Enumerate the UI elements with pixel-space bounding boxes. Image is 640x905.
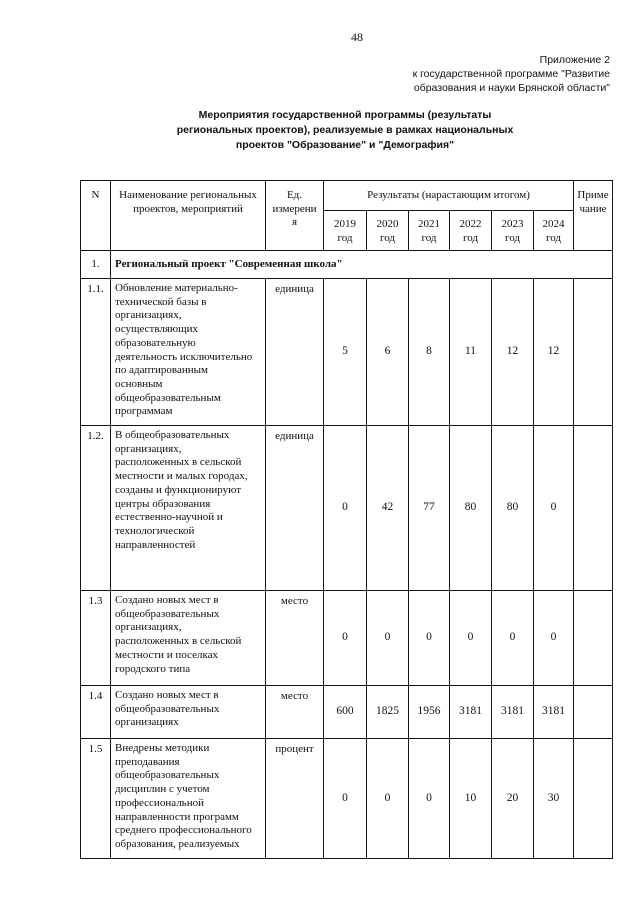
row-value-2024: 0 xyxy=(534,426,574,591)
table-row xyxy=(81,739,613,859)
document-title xyxy=(150,108,540,153)
row-name: Внедрены методики преподавания общеобразовательных дисциплин с учетом профессиональной направленности программ среднего профессионального образования, реализуемых xyxy=(111,739,266,859)
header-year xyxy=(534,211,574,251)
row-value-2023: 80 xyxy=(492,426,534,591)
row-number: 1.2. xyxy=(81,426,111,591)
appendix-line: Приложение 2 xyxy=(539,54,610,66)
year-suffix: год xyxy=(337,231,353,244)
year-suffix: год xyxy=(545,231,562,244)
row-value-2024: 12 xyxy=(534,279,574,426)
title-line: проектов "Образование" и "Демография" xyxy=(235,139,455,151)
row-value-2024: 30 xyxy=(534,739,574,859)
row-name: Создано новых мест в общеобразовательных организациях xyxy=(111,686,266,739)
row-note xyxy=(574,591,613,686)
row-value-2020: 0 xyxy=(367,739,409,859)
row-value-2022: 80 xyxy=(450,426,492,591)
row-unit: единица xyxy=(266,279,324,426)
row-number: 1.4 xyxy=(81,686,111,739)
year-suffix: год xyxy=(504,231,521,244)
row-unit: единица xyxy=(266,426,324,591)
table-row xyxy=(81,279,613,426)
year-value: 2022 xyxy=(459,217,482,230)
row-note xyxy=(574,686,613,739)
table-row xyxy=(81,686,613,739)
header-year xyxy=(324,211,367,251)
row-unit: место xyxy=(266,686,324,739)
row-value-2019: 0 xyxy=(324,426,367,591)
row-note xyxy=(574,279,613,426)
row-name: Создано новых мест в общеобразовательных организациях, расположенных в сельской местности и поселках городского типа xyxy=(111,591,266,686)
title-line: Мероприятия государственной программы (результаты xyxy=(198,109,492,121)
row-value-2022: 0 xyxy=(450,591,492,686)
row-name: В общеобразовательных организациях, расположенных в сельской местности и малых городах, созданы и функционируют центры образования естественно-научной и технологической направленностей xyxy=(111,426,266,591)
year-value: 2020 xyxy=(376,217,399,230)
section-title: Региональный проект "Современная школа" xyxy=(111,251,613,279)
section-number: 1. xyxy=(81,251,111,279)
row-value-2021: 0 xyxy=(409,739,450,859)
row-value-2022: 10 xyxy=(450,739,492,859)
row-number: 1.5 xyxy=(81,739,111,859)
table-header-row xyxy=(81,181,613,211)
header-note: Приме чание xyxy=(574,181,613,251)
row-value-2022: 11 xyxy=(450,279,492,426)
header-results: Результаты (нарастающим итогом) xyxy=(324,181,574,211)
year-value: 2023 xyxy=(501,217,524,230)
section-row xyxy=(81,251,613,279)
row-value-2024: 3181 xyxy=(534,686,574,739)
row-value-2019: 0 xyxy=(324,591,367,686)
row-value-2023: 12 xyxy=(492,279,534,426)
header-year xyxy=(367,211,409,251)
year-value: 2021 xyxy=(418,217,440,230)
row-value-2023: 0 xyxy=(492,591,534,686)
year-suffix: год xyxy=(462,231,479,244)
appendix-header xyxy=(413,53,610,95)
measures-table xyxy=(80,180,613,859)
row-value-2021: 0 xyxy=(409,591,450,686)
row-number: 1.3 xyxy=(81,591,111,686)
row-note xyxy=(574,739,613,859)
row-value-2020: 6 xyxy=(367,279,409,426)
row-value-2021: 1956 xyxy=(409,686,450,739)
row-unit: процент xyxy=(266,739,324,859)
row-value-2019: 5 xyxy=(324,279,367,426)
row-value-2023: 20 xyxy=(492,739,534,859)
table-row xyxy=(81,426,613,591)
header-number: N xyxy=(81,181,111,251)
row-name: Обновление материально- технической базы в организациях, осуществляющих образовательную деятельность исключительно по адаптированным основным общеобразовательным программам xyxy=(111,279,266,426)
appendix-line: к государственной программе "Развитие xyxy=(412,68,610,80)
appendix-line: образования и науки Брянской области" xyxy=(413,82,610,94)
row-value-2022: 3181 xyxy=(450,686,492,739)
row-value-2019: 600 xyxy=(324,686,367,739)
header-year xyxy=(492,211,534,251)
header-name: Наименование региональных проектов, мероприятий xyxy=(111,181,266,251)
table-row xyxy=(81,591,613,686)
row-value-2021: 77 xyxy=(409,426,450,591)
row-note xyxy=(574,426,613,591)
row-value-2023: 3181 xyxy=(492,686,534,739)
year-value: 2024 xyxy=(542,217,565,230)
row-value-2024: 0 xyxy=(534,591,574,686)
header-year xyxy=(450,211,492,251)
title-line: региональных проектов), реализуемые в рамках национальных xyxy=(176,124,514,136)
year-suffix: год xyxy=(421,231,437,244)
row-unit: место xyxy=(266,591,324,686)
row-value-2020: 0 xyxy=(367,591,409,686)
row-number: 1.1. xyxy=(81,279,111,426)
row-value-2019: 0 xyxy=(324,739,367,859)
row-value-2020: 1825 xyxy=(367,686,409,739)
header-unit: Ед. измерени я xyxy=(266,181,324,251)
year-value: 2019 xyxy=(334,217,356,230)
row-value-2020: 42 xyxy=(367,426,409,591)
page-number: 48 xyxy=(351,30,363,44)
year-suffix: год xyxy=(379,231,396,244)
row-value-2021: 8 xyxy=(409,279,450,426)
header-year xyxy=(409,211,450,251)
